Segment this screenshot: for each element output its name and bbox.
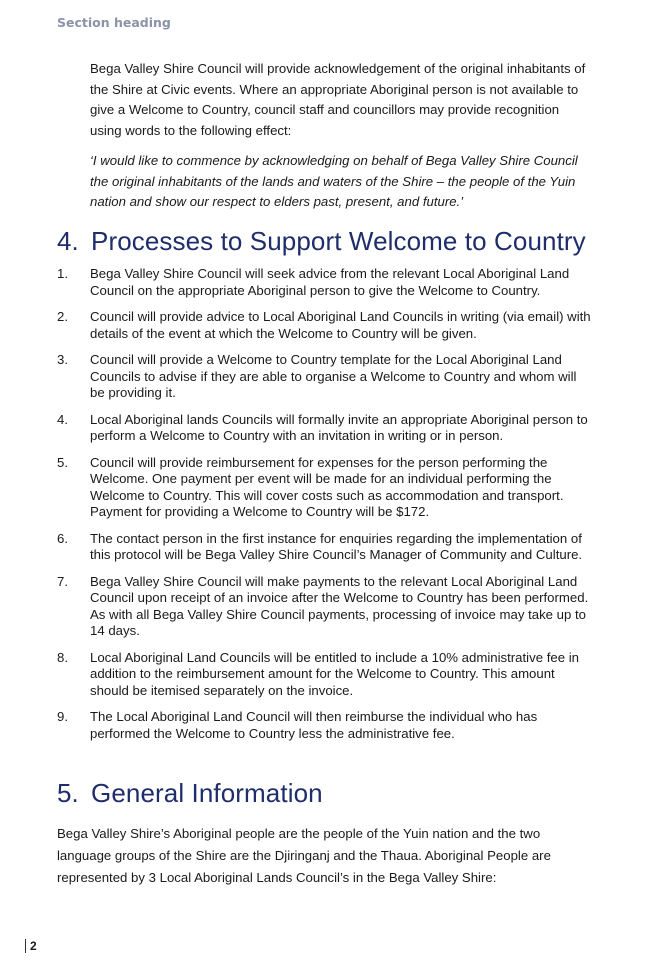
- list-item-text: Local Aboriginal Land Councils will be entitled to include a 10% administrative fee in addition to the reimbursement amount for the Welcome to Country. This amount should be itemised separately on the invoice.: [90, 649, 579, 698]
- list-item-text: The contact person in the first instance for enquiries regarding the implementation of this protocol will be Bega Valley Shire Council’s Manager of Community and Culture.: [90, 530, 583, 562]
- list-item-number: 9.: [57, 709, 68, 724]
- list-item: [57, 650, 591, 700]
- list-item: [57, 574, 591, 640]
- list-item: [57, 709, 591, 742]
- list-item: [57, 412, 591, 445]
- list-item: [57, 266, 591, 299]
- list-item: [57, 531, 591, 564]
- list-item: [57, 309, 591, 342]
- section-5-heading: [57, 778, 323, 809]
- list-item-text: Bega Valley Shire Council will seek advice from the relevant Local Aboriginal Land Council on the appropriate Aboriginal person to give the Welcome to Country.: [90, 266, 570, 298]
- general-information-paragraph: Bega Valley Shire’s Aboriginal people are the people of the Yuin nation and the two language groups of the Shire are the Djiringanj and the Thaua. Aboriginal People are represented by 3 Local Aboriginal Lands Council’s in the Bega Valley Shire:: [57, 826, 551, 885]
- list-item-number: 6.: [57, 530, 68, 546]
- acknowledgement-quote: ‘I would like to commence by acknowledging on behalf of Bega Valley Shire Council the original inhabitants of the lands and waters of the Shire – the people of the Yuin nation and show our respect to elders past, present, and future.’: [90, 153, 578, 209]
- list-item: [57, 352, 591, 402]
- intro-paragraph: Bega Valley Shire Council will provide acknowledgement of the original inhabitants of the Shire at Civic events. Where an appropriate Aboriginal person is not available to give a Welcome to Country, council staff and councillors may provide recognition using words to the following effect:: [90, 61, 586, 138]
- list-item: [57, 455, 591, 521]
- list-item-text: Local Aboriginal lands Councils will formally invite an appropriate Aboriginal person to perform a Welcome to Country with an invitation in writing or in person.: [90, 411, 588, 443]
- section-heading: Section heading: [57, 15, 171, 30]
- page-number: 2: [25, 939, 37, 953]
- list-item-text: Council will provide reimbursement for expenses for the person performing the Welcome. One payment per event will be made for an individual performing the Welcome to Country. This will cover costs such as accommodation and transport. Payment for providing a Welcome to Country will be $172.: [90, 454, 564, 519]
- list-item-text: Council will provide advice to Local Aboriginal Land Councils in writing (via email) with details of the event at which the Welcome to Country will be given.: [90, 309, 591, 341]
- section-5-number: 5.: [57, 778, 79, 808]
- list-item-number: 1.: [57, 266, 68, 281]
- process-list: [57, 266, 591, 752]
- list-item-number: 2.: [57, 309, 68, 324]
- list-item-number: 5.: [57, 454, 68, 470]
- list-item-number: 7.: [57, 573, 68, 589]
- section-4-title: Processes to Support Welcome to Country: [91, 226, 586, 256]
- list-item-text: Council will provide a Welcome to Country template for the Local Aboriginal Land Councils to advise if they are able to organise a Welcome to Country and whom will be providing it.: [90, 352, 577, 400]
- section-4-number: 4.: [57, 226, 79, 256]
- section-4-heading: [57, 226, 586, 257]
- list-item-number: 3.: [57, 352, 68, 367]
- list-item-text: The Local Aboriginal Land Council will then reimburse the individual who has performed the Welcome to Country less the administrative fee.: [90, 709, 538, 741]
- list-item-number: 8.: [57, 649, 68, 665]
- intro-block: [90, 59, 590, 213]
- list-item-text: Bega Valley Shire Council will make payments to the relevant Local Aboriginal Land Council upon receipt of an invoice after the Welcome to Country has been performed. As with all Bega Valley Shire Council payments, processing of invoice may take up to 14 days.: [90, 573, 589, 638]
- section-5-title: General Information: [91, 778, 323, 808]
- list-item-number: 4.: [57, 411, 68, 427]
